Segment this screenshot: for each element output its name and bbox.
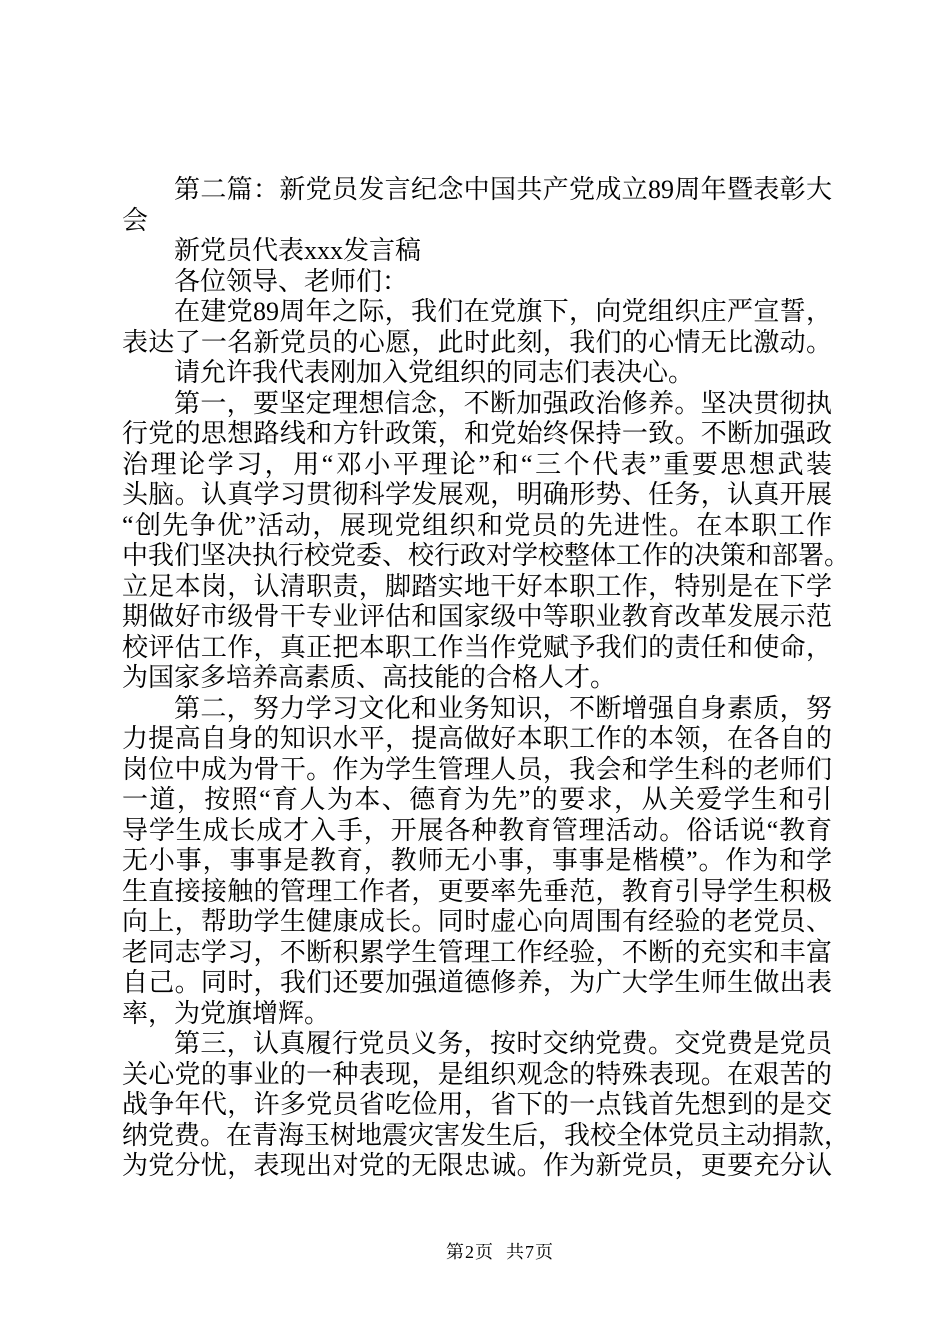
text-line: 立足本岗，认清职责，脚踏实地干好本职工作，特别是在下学 [122,571,832,601]
text-line: 第二篇：新党员发言纪念中国共产党成立89周年暨表彰大 [174,175,832,204]
text-line: 第二，努力学习文化和业务知识，不断增强自身素质，努 [174,693,832,723]
text-line: 战争年代，许多党员省吃俭用，省下的一点钱首先想到的是交 [122,1090,832,1119]
text-line: 第一，要坚定理想信念，不断加强政治修养。坚决贯彻执 [174,388,832,418]
text-line: 生直接接触的管理工作者，更要率先垂范，教育引导学生积极 [122,876,832,906]
text-line: 治理论学习，用“邓小平理论”和“三个代表”重要思想武装 [122,449,832,479]
text-line: “创先争优”活动，展现党组织和党员的先进性。在本职工作 [122,510,832,540]
text-line: 为国家多培养高素质、高技能的合格人才。 [122,663,617,692]
text-line: 请允许我代表刚加入党组织的同志们表决心。 [174,358,695,387]
text-line: 校评估工作，真正把本职工作当作党赋予我们的责任和使命， [122,632,832,662]
text-line: 为党分忧，表现出对党的无限忠诚。作为新党员，更要充分认 [122,1151,832,1180]
page-footer [50,1238,950,1264]
text-line: 一道，按照“育人为本、德育为先”的要求，从关爱学生和引 [122,785,832,814]
text-line: 自己。同时，我们还要加强道德修养，为广大学生师生做出表 [122,968,832,997]
text-line: 头脑。认真学习贯彻科学发展观，明确形势、任务，认真开展 [122,480,832,509]
text-line: 向上，帮助学生健康成长。同时虚心向周围有经验的老党员、 [122,907,832,936]
text-line: 中我们坚决执行校党委、校行政对学校整体工作的决策和部署。 [122,541,851,570]
text-line: 第三，认真履行党员义务，按时交纳党费。交党费是党员 [174,1029,832,1058]
text-line: 纳党费。在青海玉树地震灾害发生后，我校全体党员主动捐款， [122,1120,851,1150]
text-line: 期做好市级骨干专业评估和国家级中等职业教育改革发展示范 [122,602,832,631]
text-line: 表达了一名新党员的心愿，此时此刻，我们的心情无比激动。 [122,327,832,357]
footer-page-number: 第2页 [446,1242,494,1262]
text-line: 岗位中成为骨干。作为学生管理人员，我会和学生科的老师们 [122,754,832,784]
text-line: 会 [122,205,149,235]
footer-total-pages: 共7页 [506,1242,554,1262]
document-body [122,175,851,1182]
text-line: 新党员代表xxx发言稿 [174,236,422,265]
text-line: 关心党的事业的一种表现，是组织观念的特殊表现。在艰苦的 [122,1059,832,1089]
text-line: 导学生成长成才入手，开展各种教育管理活动。俗话说“教育 [122,815,832,845]
text-line: 行党的思想路线和方针政策，和党始终保持一致。不断加强政 [122,419,832,448]
text-line: 力提高自身的知识水平，提高做好本职工作的本领，在各自的 [122,724,832,753]
text-line: 老同志学习，不断积累学生管理工作经验，不断的充实和丰富 [122,937,832,967]
text-line: 在建党89周年之际，我们在党旗下，向党组织庄严宣誓， [174,297,832,326]
text-line: 率，为党旗增辉。 [122,998,331,1028]
text-line: 各位领导、老师们： [174,266,409,296]
text-line: 无小事，事事是教育，教师无小事，事事是楷模”。作为和学 [122,846,832,875]
